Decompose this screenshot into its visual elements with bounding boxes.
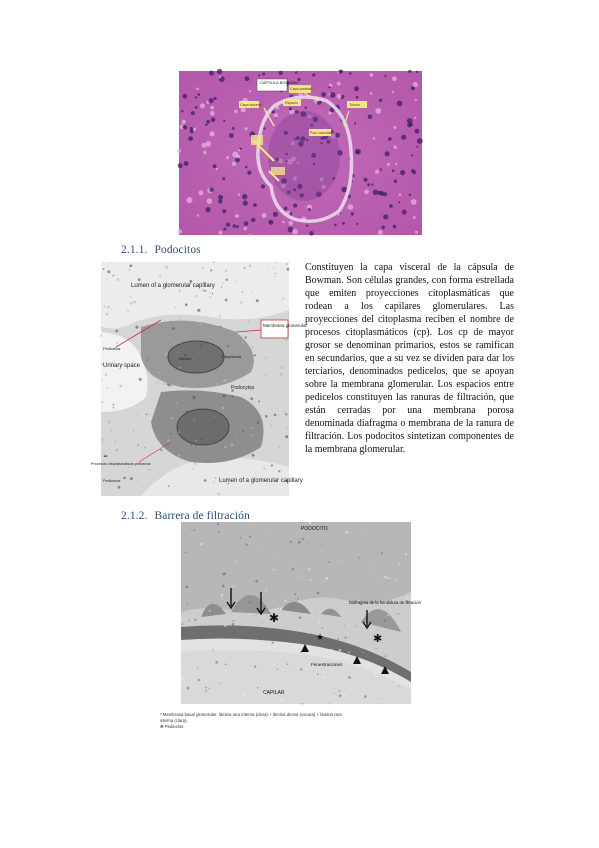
svg-text:✱: ✱ [373,633,383,645]
label-lumen-bottom: Lumen of a glomerular capillary [219,478,303,484]
label-procesos: Procesos citoplasmáticos primarios [91,462,151,466]
section-number: 2.1.1. [121,244,148,256]
label-fenestraciones: Fenestraciones [311,662,343,667]
section-number: 2.1.2. [121,510,148,522]
section-heading-barrera [121,510,250,522]
label-podocito: PODOCITO [301,526,328,532]
label-capsula: CÁPSULA BOWMAN [260,80,299,85]
svg-text:★: ★ [316,632,325,642]
histology-figure [179,71,422,235]
section-title: Barrera de filtración [154,510,250,522]
section-heading-podocitos [121,244,201,256]
label-tubulo: Túbulo [349,103,360,107]
svg-text:✱: ✱ [269,611,280,625]
label-pedicelos-bottom: Pedicelos [103,478,121,483]
label-podocytes: Podocytes [231,385,255,391]
label-visceral: Capa visceral [240,103,262,107]
legend-line: * Membrana basal glomerular: lámina rara interna (clara) + lámina densa (oscura) + lámina rara [160,712,342,717]
label-membrana: Membrana glomerular [263,323,308,328]
label-espacio: Espacio [285,101,298,105]
label-capilar: CAPILAR [263,690,285,696]
podocyte-image [91,262,308,496]
podocitos-paragraph: Constituyen la capa visceral de la cápsula de Bowman. Son células grandes, con forma estrellada que emiten proyecciones citoplasmáticas que rodean a los capilares glomerulares. Las proyecciones del citoplasma reciben el nombre de procesos citoplasmáticos (cp). Los cp de mayor grosor se denominan primarios, estos se ramifican en secundarios, que a su vez se dividen para dar los terciarios, denominados pedicelos, que se apoyan sobre la membrana glomerular. Los espacios entre pedicelos constituyen las ranuras de filtración, que están cerradas por una membrana porosa denominada diafragma o membrana de la ranura de filtración. Los podocitos sintetizan componentes de la membrana glomerular. [305,262,514,455]
label-diafragma: Diafragma de la hendidura de filtración [349,600,421,605]
label-pedicelos-left: Pedicelos [103,346,121,351]
section-title: Podocitos [154,244,201,256]
barrier-legend [160,712,450,730]
label-nucleo: Núcleo [179,356,192,361]
label-1a: 1a [103,453,108,458]
label-urinary-space: Urinary space [103,363,141,369]
label-parietal: Capa parietal [290,87,312,91]
podocyte-micrograph [91,262,308,496]
histology-image [179,71,422,235]
label-lumen-top: Lumen of a glomerular capillary [131,283,215,289]
filtration-barrier-micrograph [181,522,421,704]
filtration-barrier-image [181,522,421,704]
label-polo-vascular: Polo vascular [310,131,332,135]
label-citoplasma: Citoplasma [221,354,242,359]
legend-line: ❋ Pedicelos [160,724,184,729]
legend-line: interna (clara). [160,718,188,723]
